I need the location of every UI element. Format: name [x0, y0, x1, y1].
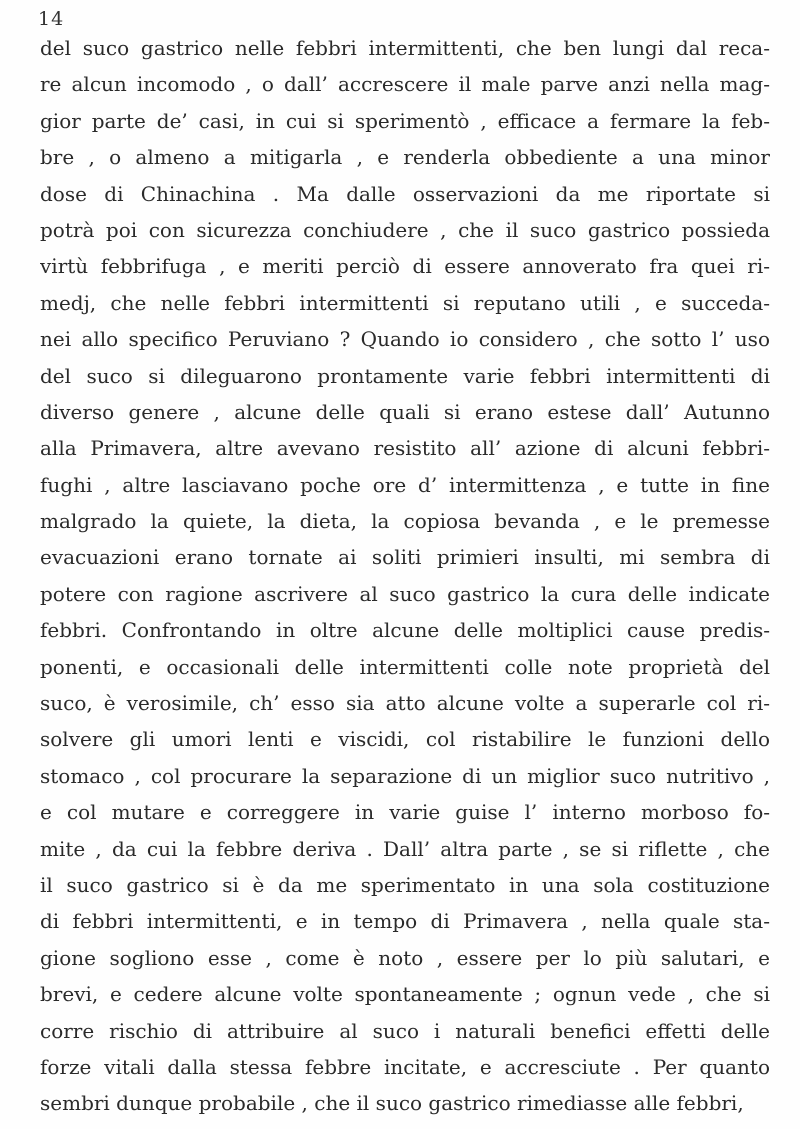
- text-line: medj, che nelle febbri intermittenti si reputano utili , e succeda-: [40, 290, 770, 315]
- text-line: gione sogliono esse , come è noto , essere per lo più salutari, e: [40, 945, 770, 970]
- text-line: nei allo specifico Peruviano ? Quando io considero , che sotto l’ uso: [40, 327, 770, 352]
- text-line: ponenti, e occasionali delle intermittenti colle note proprietà del: [40, 654, 770, 679]
- text-line: brevi, e cedere alcune volte spontaneamente ; ognun vede , che si: [40, 982, 770, 1007]
- text-line: fughi , altre lasciavano poche ore d’ intermittenza , e tutte in fine: [40, 472, 770, 497]
- text-line: suco, è verosimile, ch’ esso sia atto alcune volte a superarle col ri-: [40, 691, 770, 716]
- text-line: diverso genere , alcune delle quali si erano estese dall’ Autunno: [40, 399, 770, 424]
- text-line: corre rischio di attribuire al suco i naturali benefici effetti delle: [40, 1018, 770, 1043]
- text-line: potere con ragione ascrivere al suco gastrico la cura delle indicate: [40, 581, 770, 606]
- text-line: sembri dunque probabile , che il suco gastrico rimediasse alle febbri,: [40, 1091, 744, 1116]
- text-line: del suco gastrico nelle febbri intermittenti, che ben lungi dal reca-: [40, 36, 770, 60]
- text-line: bre , o almeno a mitigarla , e renderla obbediente a una minor: [40, 145, 770, 170]
- page-number: 14: [38, 8, 65, 30]
- text-line: di febbri intermittenti, e in tempo di Primavera , nella quale sta-: [40, 909, 770, 934]
- text-line: solvere gli umori lenti e viscidi, col ristabilire le funzioni dello: [40, 727, 770, 752]
- body-text: [40, 30, 770, 1122]
- text-line: il suco gastrico si è da me sperimentato in una sola costituzione: [40, 872, 770, 897]
- text-line: febbri. Confrontando in oltre alcune delle moltiplici cause predis-: [40, 618, 770, 643]
- text-line: evacuazioni erano tornate ai soliti primieri insulti, mi sembra di: [40, 545, 770, 570]
- text-line: alla Primavera, altre avevano resistito all’ azione di alcuni febbri-: [40, 436, 770, 461]
- text-line: stomaco , col procurare la separazione di un miglior suco nutritivo ,: [40, 763, 770, 788]
- text-line: e col mutare e correggere in varie guise l’ interno morboso fo-: [40, 800, 770, 825]
- text-line: forze vitali dalla stessa febbre incitate, e accresciute . Per quanto: [40, 1054, 770, 1079]
- text-line: malgrado la quiete, la dieta, la copiosa bevanda , e le premesse: [40, 509, 770, 534]
- text-line: dose di Chinachina . Ma dalle osservazioni da me riportate si: [40, 181, 770, 206]
- text-line: mite , da cui la febbre deriva . Dall’ altra parte , se si riflette , che: [40, 836, 770, 861]
- text-line: gior parte de’ casi, in cui si sperimentò , efficace a fermare la feb-: [40, 108, 770, 133]
- text-line: potrà poi con sicurezza conchiudere , che il suco gastrico possieda: [40, 217, 770, 242]
- text-line: re alcun incomodo , o dall’ accrescere il male parve anzi nella mag-: [40, 72, 770, 97]
- text-line: virtù febbrifuga , e meriti perciò di essere annoverato fra quei ri-: [40, 254, 770, 279]
- text-line: del suco si dileguarono prontamente varie febbri intermittenti di: [40, 363, 770, 388]
